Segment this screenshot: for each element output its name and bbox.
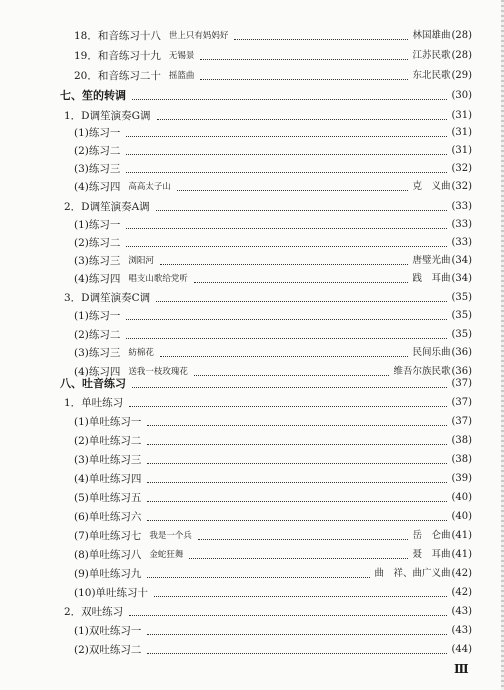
toc-entry-page: (31) <box>451 127 472 138</box>
dot-leader <box>154 596 447 597</box>
toc-entry-credit: 江苏民歌 <box>412 50 451 61</box>
dot-leader <box>147 444 447 445</box>
dot-leader <box>156 301 447 302</box>
toc-entry-page: (43) <box>451 606 472 617</box>
toc-entry[interactable] <box>74 345 472 361</box>
toc-entry[interactable] <box>74 566 472 582</box>
toc-entry-song: 无锡景 <box>168 51 195 61</box>
dot-leader <box>234 39 408 40</box>
toc-entry-title: (8)单吐练习八 <box>74 549 142 561</box>
page-folio: Ⅲ <box>454 662 469 676</box>
dot-leader <box>147 501 447 502</box>
dot-leader <box>147 577 370 578</box>
toc-entry-page: (42) <box>451 587 472 598</box>
toc-entry[interactable] <box>74 308 472 324</box>
toc-entry-page: (37) <box>451 416 472 427</box>
toc-entry-page: (30) <box>451 90 472 101</box>
toc-entry-credit: 民间乐曲 <box>412 347 451 358</box>
toc-entry-page: (28) <box>451 30 472 41</box>
toc-entry[interactable] <box>64 395 472 411</box>
toc-entry-credit: 维吾尔族民歌 <box>393 366 451 377</box>
toc-entry-title: 3．D调笙演奏C调 <box>64 292 151 304</box>
toc-entry-credit: 东北民歌 <box>412 70 451 81</box>
toc-entry[interactable] <box>74 509 472 525</box>
toc-entry-page: (33) <box>451 219 472 230</box>
toc-entry-page: (37) <box>451 378 472 389</box>
toc-entry[interactable] <box>74 623 472 639</box>
dot-leader <box>147 520 447 521</box>
toc-entry[interactable] <box>74 490 472 506</box>
toc-entry-page: (32) <box>451 181 472 192</box>
toc-entry-page: (35) <box>451 329 472 340</box>
dot-leader <box>126 338 447 339</box>
dot-leader <box>147 425 447 426</box>
toc-entry-page: (33) <box>451 201 472 212</box>
toc-entry[interactable] <box>74 414 472 430</box>
dot-leader <box>129 406 447 407</box>
toc-entry-credit: 林国雄曲 <box>412 30 451 41</box>
toc-entry[interactable] <box>60 376 472 392</box>
dot-leader <box>160 264 409 265</box>
toc-entry[interactable] <box>74 547 472 563</box>
toc-entry-title: (6)单吐练习六 <box>74 511 142 523</box>
dot-leader <box>126 172 447 173</box>
dot-leader <box>132 387 447 388</box>
dot-leader <box>198 539 409 540</box>
toc-entry-credit: 曲 祥、曲广义曲 <box>374 568 451 579</box>
toc-entry-title: 2．双吐练习 <box>64 606 124 618</box>
toc-entry[interactable] <box>74 471 472 487</box>
toc-entry[interactable] <box>60 88 472 104</box>
toc-entry[interactable] <box>74 528 472 544</box>
toc-entry-title: (2)练习二 <box>74 329 121 341</box>
toc-entry-title: 八、吐音练习 <box>60 377 126 390</box>
toc-entry[interactable] <box>74 327 472 343</box>
toc-entry[interactable] <box>74 235 472 251</box>
dot-leader <box>200 79 408 80</box>
toc-entry[interactable] <box>74 68 472 84</box>
toc-entry[interactable] <box>64 604 472 620</box>
toc-entry-title: 2．D调笙演奏A调 <box>64 201 150 213</box>
toc-entry-title: (2)练习二 <box>74 145 121 157</box>
toc-entry-song: 我是一个兵 <box>149 531 192 541</box>
dot-leader <box>194 282 409 283</box>
toc-entry[interactable] <box>74 452 472 468</box>
dot-leader <box>157 119 448 120</box>
toc-entry-page: (41) <box>451 530 472 541</box>
toc-entry-title: 1．D调笙演奏G调 <box>64 110 151 122</box>
toc-entry-page: (36) <box>451 347 472 358</box>
dot-leader <box>189 558 408 559</box>
toc-entry-page: (32) <box>451 163 472 174</box>
toc-entry-title: (9)单吐练习九 <box>74 568 142 580</box>
toc-entry-page: (38) <box>451 454 472 465</box>
dot-leader <box>147 463 447 464</box>
dot-leader <box>126 136 447 137</box>
dot-leader <box>126 319 447 320</box>
toc-entry-title: 18．和音练习十八 <box>74 30 161 42</box>
toc-entry-title: (2)双吐练习二 <box>74 644 142 656</box>
toc-entry-page: (29) <box>451 70 472 81</box>
toc-entry-title: 19．和音练习十九 <box>74 50 161 62</box>
toc-entry-song: 摇篮曲 <box>168 71 195 81</box>
toc-entry-page: (31) <box>451 110 472 121</box>
toc-entry-title: (1)练习一 <box>74 219 121 231</box>
toc-entry[interactable] <box>74 48 472 64</box>
toc-entry-page: (34) <box>451 273 472 284</box>
toc-entry[interactable] <box>64 108 472 124</box>
toc-entry-song: 唱支山歌给党听 <box>128 274 188 284</box>
toc-entry-page: (35) <box>451 292 472 303</box>
toc-entry-page: (31) <box>451 145 472 156</box>
toc-entry-title: 1．单吐练习 <box>64 397 124 409</box>
toc-entry-page: (34) <box>451 255 472 266</box>
toc-entry[interactable] <box>74 271 472 287</box>
toc-entry-page: (38) <box>451 435 472 446</box>
toc-entry[interactable] <box>74 161 472 177</box>
toc-entry-title: (1)练习一 <box>74 127 121 139</box>
toc-entry-song: 紡棉花 <box>128 348 154 358</box>
toc-entry-page: (40) <box>451 492 472 503</box>
toc-entry-page: (39) <box>451 473 472 484</box>
toc-entry-credit: 岳 仑曲 <box>412 530 451 541</box>
toc-entry-page: (35) <box>451 310 472 321</box>
dot-leader <box>160 356 409 357</box>
toc-entry[interactable] <box>64 199 472 215</box>
toc-entry[interactable] <box>74 28 472 44</box>
toc-entry-title: (3)练习三 <box>74 255 121 267</box>
toc-entry-title: (4)练习四 <box>74 181 121 193</box>
toc-entry-title: (5)单吐练习五 <box>74 492 142 504</box>
toc-entry-title: (7)单吐练习七 <box>74 530 142 542</box>
toc-entry-page: (42) <box>451 568 472 579</box>
toc-entry-title: (4)单吐练习四 <box>74 473 142 485</box>
toc-entry-song: 金蛇狂舞 <box>149 550 184 560</box>
dot-leader <box>132 99 447 100</box>
dot-leader <box>147 482 447 483</box>
toc-entry-title: (4)练习四 <box>74 366 121 378</box>
toc-entry-page: (41) <box>451 549 472 560</box>
toc-entry-title: (4)练习四 <box>74 273 121 285</box>
dot-leader <box>177 190 409 191</box>
toc-entry-page: (44) <box>451 644 472 655</box>
toc-entry-page: (36) <box>451 366 472 377</box>
toc-entry[interactable] <box>74 125 472 141</box>
toc-entry-credit: 践 耳曲 <box>412 273 451 284</box>
toc-entry-title: 20．和音练习二十 <box>74 70 161 82</box>
toc-entry[interactable] <box>74 253 472 269</box>
toc-entry-song: 世上只有妈妈好 <box>168 31 229 41</box>
toc-entry[interactable] <box>64 290 472 306</box>
toc-entry-title: (1)双吐练习一 <box>74 625 142 637</box>
toc-entry-song: 高高太子山 <box>128 182 171 192</box>
dot-leader <box>126 154 447 155</box>
toc-entry-title: (2)练习二 <box>74 237 121 249</box>
dot-leader <box>156 210 448 211</box>
toc-entry-credit: 聂 耳曲 <box>412 549 451 560</box>
dot-leader <box>147 653 447 654</box>
toc-entry[interactable] <box>74 179 472 195</box>
dot-leader <box>126 246 447 247</box>
toc-entry-title: (3)练习三 <box>74 163 121 175</box>
toc-entry-title: (1)练习一 <box>74 310 121 322</box>
toc-entry-title: (10)单吐练习十 <box>74 587 149 599</box>
toc-entry[interactable] <box>74 585 472 601</box>
dot-leader <box>126 228 447 229</box>
dot-leader <box>200 59 408 60</box>
toc-entry[interactable] <box>74 642 472 658</box>
toc-entry-page: (33) <box>451 237 472 248</box>
toc-entry-page: (40) <box>451 511 472 522</box>
toc-entry-song: 送我一枝玫瑰花 <box>128 367 188 377</box>
toc-entry[interactable] <box>74 143 472 159</box>
toc-entry-title: (3)单吐练习三 <box>74 454 142 466</box>
dot-leader <box>129 615 447 616</box>
toc-entry-title: 七、笙的转调 <box>60 89 126 102</box>
toc-entry-song: 浏阳河 <box>128 256 154 266</box>
toc-entry-credit: 唐璧光曲 <box>412 255 451 266</box>
toc-entry-title: (3)练习三 <box>74 347 121 359</box>
toc-entry-title: (2)单吐练习二 <box>74 435 142 447</box>
dot-leader <box>147 634 447 635</box>
toc-entry-page: (43) <box>451 625 472 636</box>
toc-entry[interactable] <box>74 433 472 449</box>
toc-entry-page: (28) <box>451 50 472 61</box>
toc-entry-page: (37) <box>451 397 472 408</box>
toc-entry-title: (1)单吐练习一 <box>74 416 142 428</box>
toc-entry[interactable] <box>74 217 472 233</box>
toc-entry-credit: 克 义曲 <box>412 181 451 192</box>
